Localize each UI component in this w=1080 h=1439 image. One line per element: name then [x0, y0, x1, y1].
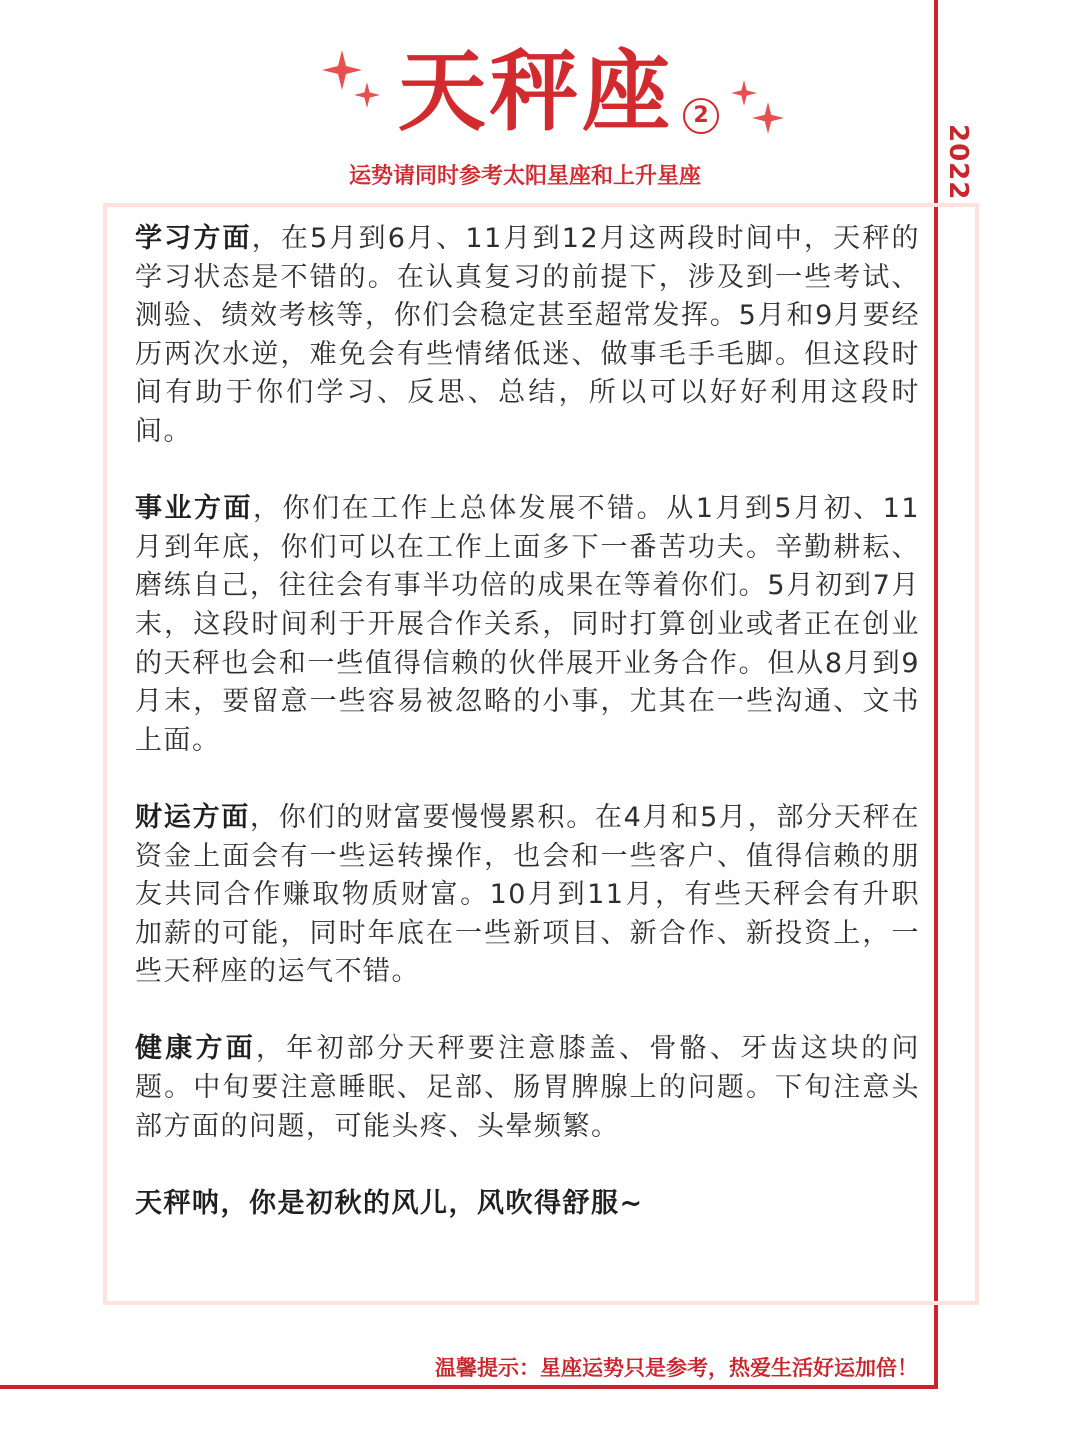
subtitle: 运势请同时参考太阳星座和上升星座: [348, 164, 701, 189]
frame-bottom-line: [0, 1385, 938, 1389]
header: [0, 40, 1080, 150]
section-career: [135, 490, 920, 760]
footer-tip: 温馨提示：星座运势只是参考，热爱生活好运加倍！: [435, 1356, 918, 1380]
sparkle-icon: [354, 82, 380, 108]
page-title: 天秤座: [398, 40, 675, 143]
section-text: ，你们在工作上总体发展不错。从1月到5月初、11月到年底，你们可以在工作上面多下一番苦功夫。辛勤耕耘、磨练自己，往往会有事半功倍的成果在等着你们。5月初到7月末，这段时间利于开展合作关系，同时打算创业或者正在创业的天秤也会和一些值得信赖的伙伴展开业务合作。但从8月到9月末，要留意一些容易被忽略的小事，尤其在一些沟通、文书上面。: [135, 493, 920, 756]
title-number-badge: 2: [683, 98, 719, 134]
closing-line: 天秤呐，你是初秋的风儿，风吹得舒服~: [135, 1187, 644, 1219]
section-study: [135, 220, 920, 452]
section-heading: 财运方面: [135, 801, 250, 833]
section-text: ，年初部分天秤要注意膝盖、骨骼、牙齿这块的问题。中旬要注意睡眠、足部、肠胃脾腺上的问题。下旬注意头部方面的问题，可能头疼、头晕频繁。: [135, 1033, 921, 1142]
year-label: 2022: [943, 124, 973, 201]
section-heading: 健康方面: [135, 1033, 257, 1065]
section-heading: 事业方面: [135, 493, 254, 525]
section-health: [135, 1030, 920, 1146]
section-wealth: [135, 799, 920, 992]
section-text: ，在5月到6月、11月到12月这两段时间中，天秤的学习状态是不错的。在认真复习的前提下，涉及到一些考试、测验、绩效考核等，你们会稳定甚至超常发挥。5月和9月要经历两次水逆，难免会有些情绪低迷、做事毛手毛脚。但这段时间有助于你们学习、反思、总结，所以可以好好利用这段时间。: [135, 223, 920, 447]
section-heading: 学习方面: [135, 223, 252, 254]
sparkle-icon: [752, 102, 784, 134]
section-text: ，你们的财富要慢慢累积。在4月和5月，部分天秤在资金上面会有一些运转操作，也会和一些客户、值得信赖的朋友共同合作赚取物质财富。10月到11月，有些天秤会有升职加薪的可能，同时年底在一些新项目、新合作、新投资上，一些天秤座的运气不错。: [135, 801, 920, 988]
article-body: [135, 220, 920, 1223]
